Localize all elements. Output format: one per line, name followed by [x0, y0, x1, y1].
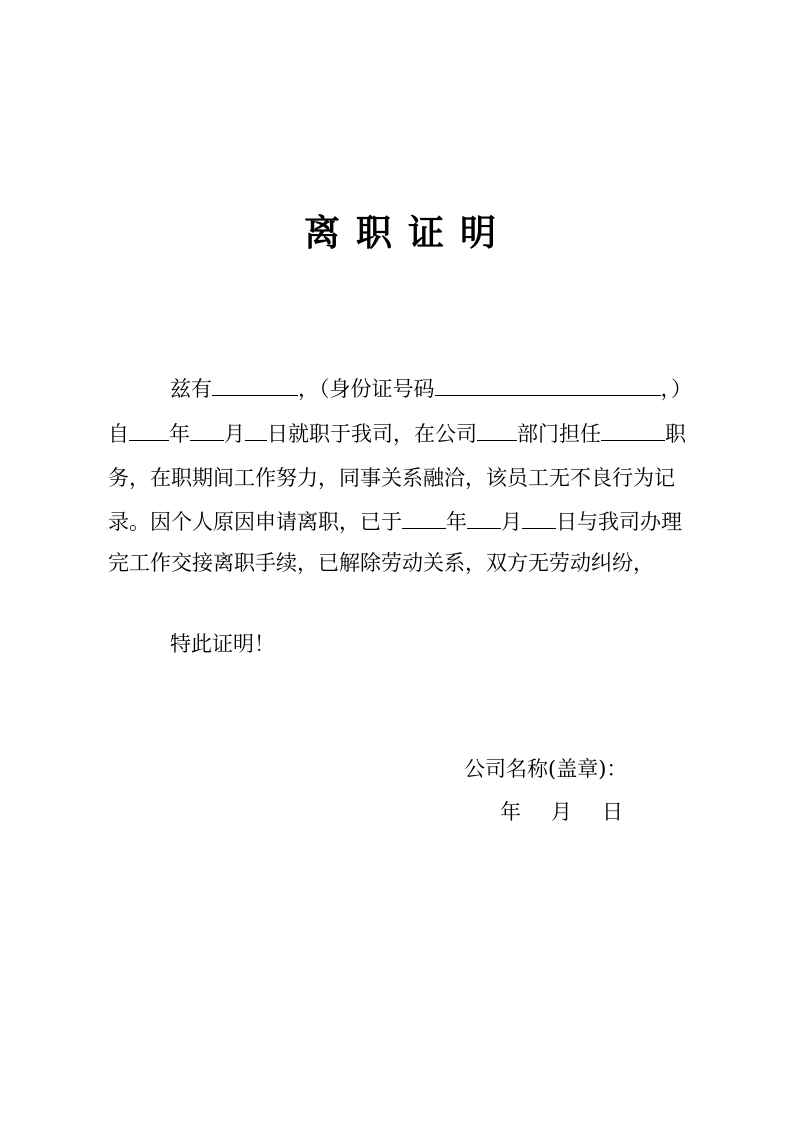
text-segment: ，）	[660, 377, 692, 401]
body-line-4	[108, 507, 682, 537]
text-segment: 年	[446, 510, 467, 534]
blank-leave-year[interactable]	[402, 508, 446, 529]
blank-start-year[interactable]	[129, 420, 169, 441]
text-segment: 职	[665, 422, 686, 446]
blank-name[interactable]	[212, 375, 298, 396]
blank-leave-month[interactable]	[467, 508, 501, 529]
text-segment: 月	[224, 422, 245, 446]
blank-id-number[interactable]	[435, 375, 661, 396]
text-segment: 录。因个人原因申请离职，已于	[108, 510, 402, 534]
closing-statement: 特此证明！	[170, 632, 275, 656]
text-segment: 年	[169, 422, 190, 446]
blank-position[interactable]	[601, 420, 665, 441]
blank-leave-day[interactable]	[522, 508, 556, 529]
blank-start-month[interactable]	[190, 420, 224, 441]
date-year: 年	[500, 800, 521, 824]
body-line-5: 完工作交接离职手续，已解除劳动关系，双方无劳动纠纷，	[108, 551, 654, 575]
blank-start-day[interactable]	[245, 420, 267, 441]
body-line-1	[170, 374, 692, 404]
date-month: 月	[551, 800, 572, 824]
text-segment: 日与我司办理	[556, 510, 682, 534]
body-line-2	[108, 419, 686, 449]
text-segment: 日就职于我司，在公司	[267, 422, 477, 446]
text-segment: 兹有	[170, 377, 212, 401]
text-segment: ，（身份证号码	[298, 377, 435, 401]
text-segment: 部门担任	[517, 422, 601, 446]
text-segment: 月	[501, 510, 522, 534]
blank-department[interactable]	[477, 420, 517, 441]
date-day: 日	[602, 800, 623, 824]
document-title: 离职证明	[303, 212, 512, 254]
text-segment: 自	[108, 422, 129, 446]
company-name-seal-label: 公司名称(盖章)：	[464, 757, 628, 781]
body-line-3: 务，在职期间工作努力，同事关系融洽，该员工无不良行为记	[108, 466, 675, 490]
signature-date	[500, 797, 623, 827]
